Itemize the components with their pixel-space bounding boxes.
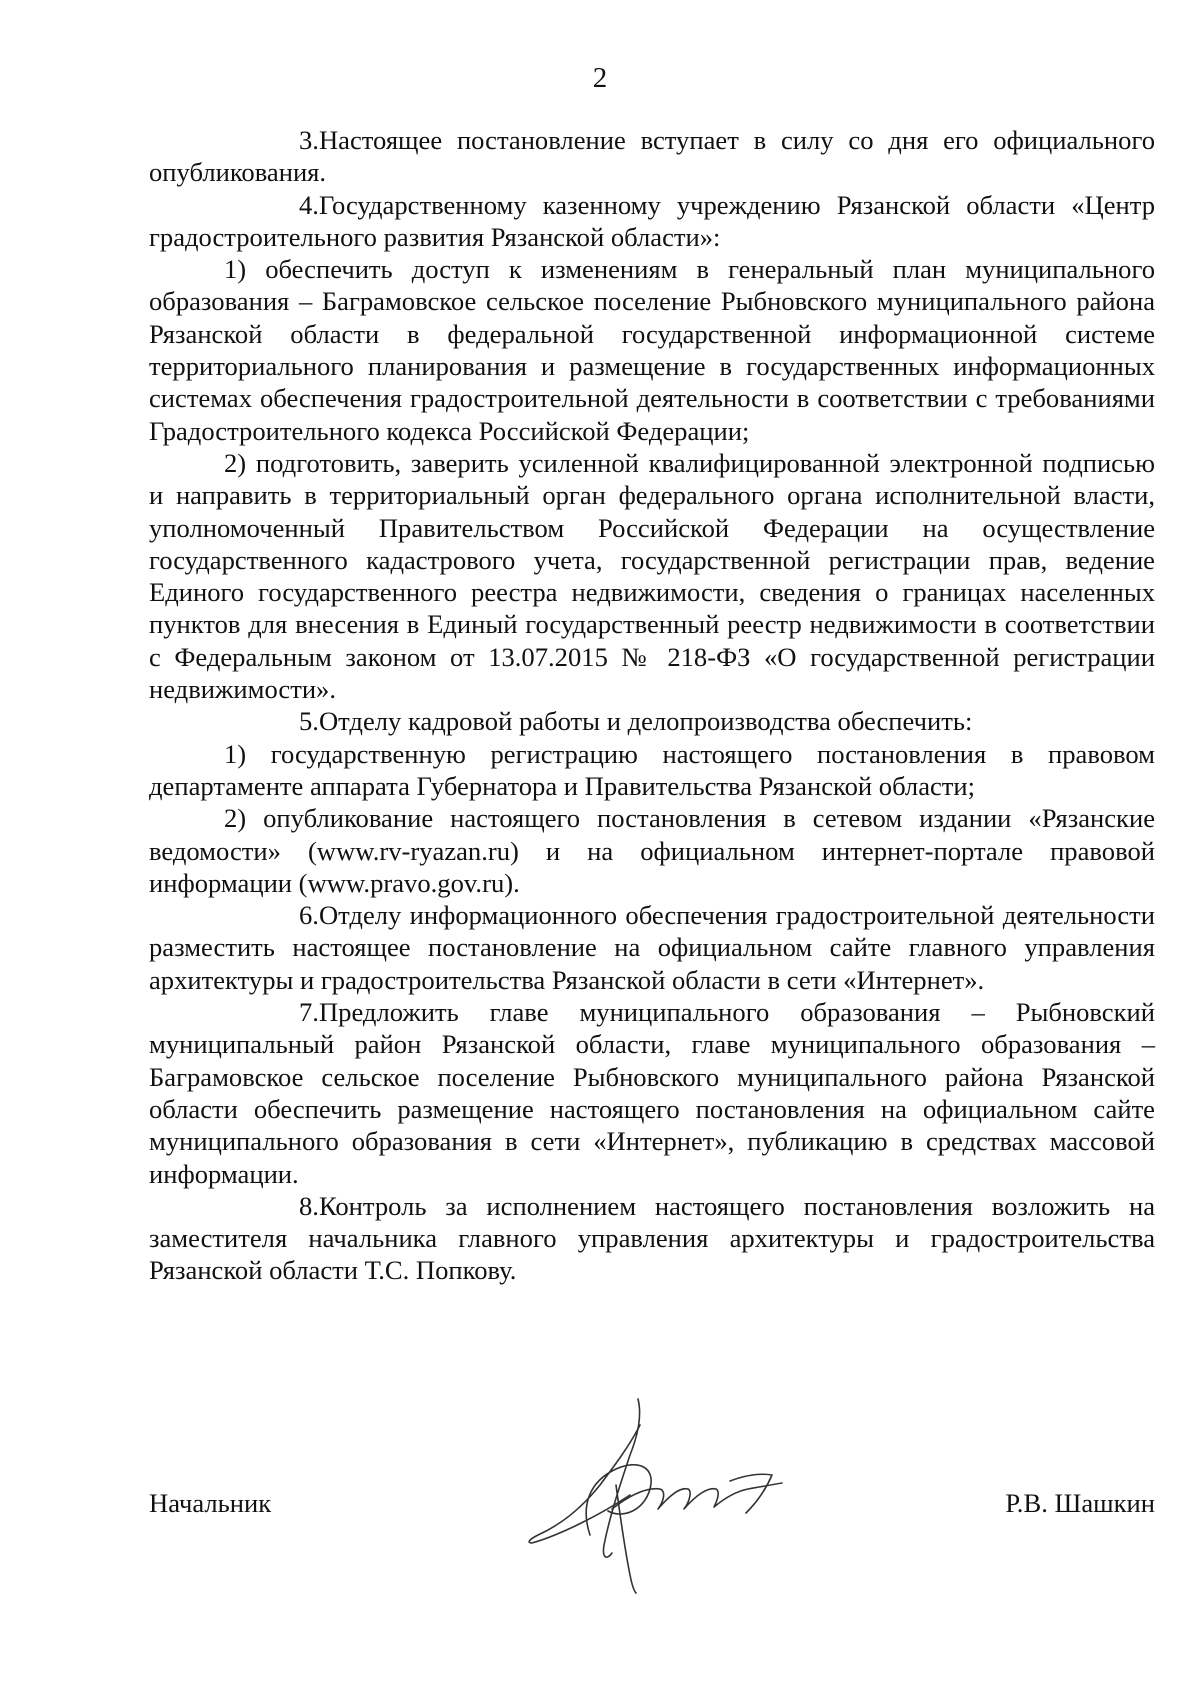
paragraph-4 <box>149 189 1155 254</box>
paragraph-number: 4. <box>299 189 319 220</box>
paragraph-text: 1) государственную регистрацию настоящего постановления в правовом департаменте аппарата Губернатора и Правительства Рязанской области; <box>149 738 1155 801</box>
paragraph-text: 2) опубликование настоящего постановления в сетевом издании «Рязанские ведомости» (www.rv-ryazan.ru) и на официальном интернет-портале правовой информации (www.pravo.gov.ru). <box>149 803 1155 898</box>
paragraph-text: Отделу кадровой работы и делопроизводства обеспечить: <box>318 706 973 737</box>
paragraph-text: Контроль за исполнением настоящего постановления возложить на заместителя начальника главного управления архитектуры и градостроительства Рязанской области Т.С. Попкову. <box>149 1190 1155 1286</box>
paragraph-text: Предложить главе муниципального образования – Рыбновский муниципальный район Рязанской области, главе муниципального образования – Баграмовское сельское поселение Рыбновского муниципального района Рязанской области обеспечить размещение настоящего постановления на официальном сайте муниципального образования в сети «Интернет», публикацию в средствах массовой информации. <box>149 997 1155 1189</box>
page-number: 2 <box>592 62 608 94</box>
document-body <box>149 124 1155 1287</box>
signatory-name: Р.В. Шашкин <box>1005 1488 1155 1518</box>
paragraph-5 <box>149 705 1155 737</box>
paragraph-8 <box>149 1190 1155 1287</box>
paragraph-number: 8. <box>299 1190 319 1221</box>
paragraph-number: 3. <box>299 125 319 155</box>
paragraph-number: 5. <box>299 706 319 737</box>
paragraph-3 <box>149 124 1155 189</box>
paragraph-7 <box>149 996 1155 1190</box>
paragraph-4-1 <box>149 253 1155 447</box>
paragraph-text: 2) подготовить, заверить усиленной квалифицированной электронной подписью и направить в территориальный орган федерального органа исполнительной власти, уполномоченный Правительством Российской Федерации на осуществление государственного кадастрового учета, государственной регистрации прав, ведение Единого государственного реестра недвижимости, сведения о границах населенных пунктов для внесения в Единый государственный реестр недвижимости в соответствии с Федеральным законом от 13.07.2015 № 218-ФЗ «О государственной регистрации недвижимости». <box>149 447 1155 705</box>
paragraph-5-2 <box>149 802 1155 899</box>
paragraph-text: Настоящее постановление вступает в силу со дня его официального опубликования. <box>149 125 1155 188</box>
paragraph-text: Государственному казенному учреждению Рязанской области «Центр градостроительного развития Рязанской области»: <box>149 189 1155 252</box>
signature-block <box>149 1487 1155 1527</box>
paragraph-text: 1) обеспечить доступ к изменениям в генеральный план муниципального образования – Баграмовское сельское поселение Рыбновского муниципального района Рязанской области в федеральной государственной информационной системе территориального планирования и размещение в государственных информационных системах обеспечения градостроительной деятельности в соответствии с требованиями Градостроительного кодекса Российской Федерации; <box>149 254 1155 446</box>
paragraph-6 <box>149 899 1155 996</box>
paragraph-number: 7. <box>299 997 319 1028</box>
paragraph-4-2 <box>149 447 1155 705</box>
paragraph-number: 6. <box>299 900 319 931</box>
paragraph-text: Отделу информационного обеспечения градостроительной деятельности разместить настоящее постановление на официальном сайте главного управления архитектуры и градостроительства Рязанской области в сети «Интернет». <box>149 900 1155 995</box>
paragraph-5-1 <box>149 738 1155 803</box>
signatory-title: Начальник <box>149 1488 272 1518</box>
